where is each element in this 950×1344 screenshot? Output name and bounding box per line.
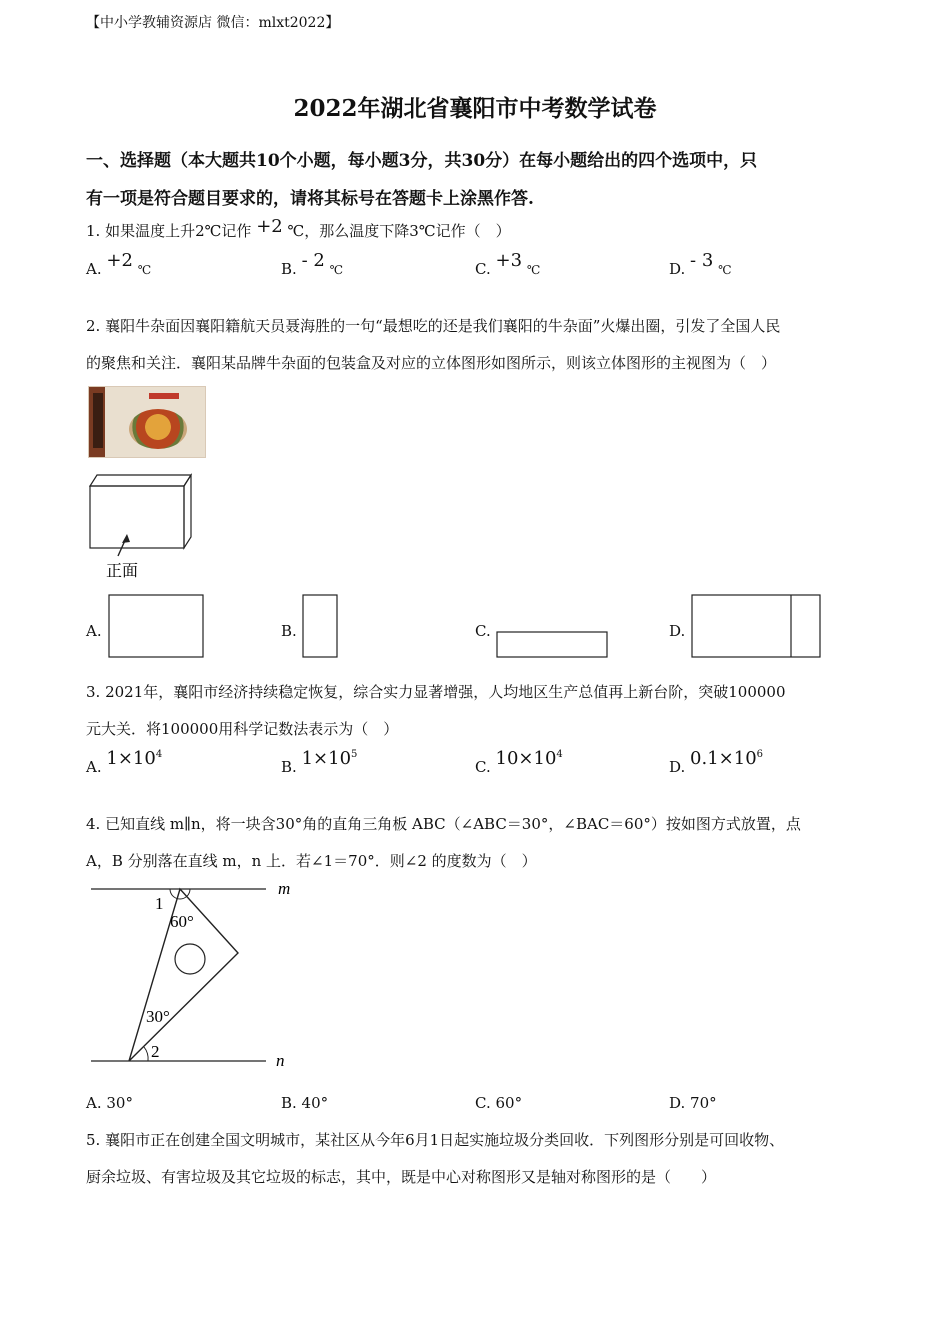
cuboid-top-face — [90, 475, 191, 486]
q2-option-b-label: B. — [281, 622, 297, 640]
option-a-rect — [109, 595, 203, 657]
package-sign-graphic — [93, 393, 103, 448]
page-title: 2022年湖北省襄阳市中考数学试卷 — [293, 95, 657, 122]
q1-text-a: 1. 如果温度上升2℃记作 — [86, 222, 252, 240]
label-angle-2: 2 — [151, 1042, 160, 1061]
q4-line1: 4. 已知直线 m∥n，将一块含30°角的直角三角板 ABC（∠ABC＝30°，∠BAC＝60°）按如图方式放置，点 — [86, 815, 801, 833]
q4-line2: A，B 分别落在直线 m，n 上．若∠1＝70°．则∠2 的度数为（ ） — [86, 852, 537, 870]
label-60: 60° — [170, 912, 194, 931]
q1-option-c-unit: ℃ — [526, 263, 541, 277]
section-heading-line2: 有一项是符合题目要求的，请将其标号在答题卡上涂黑作答. — [86, 189, 534, 209]
q1-option-d-value: - 3 — [690, 250, 714, 271]
q3-line2: 元大关．将100000用科学记数法表示为（ ） — [86, 720, 399, 738]
q1-value: +2 — [256, 216, 283, 237]
q2-option-b-figure[interactable] — [302, 594, 340, 660]
q2-line1: 2. 襄阳牛杂面因襄阳籍航天员聂海胜的一句“最想吃的还是我们襄阳的牛杂面”火爆出圈，引发了全国人民 — [86, 317, 781, 335]
q2-option-d-label: D. — [669, 622, 686, 640]
q1-option-a-value: +2 — [106, 250, 133, 271]
q3-option-b-value: $1\times 10^5$ — [301, 748, 358, 769]
q1-option-d-unit: ℃ — [718, 263, 732, 277]
noodle-bowl-graphic — [129, 409, 187, 449]
front-arrow-head — [122, 534, 130, 543]
q1-option-a[interactable] — [86, 250, 152, 279]
q3-option-c-value: $10\times 10^4$ — [495, 748, 563, 769]
q2-option-a-label: A. — [86, 622, 102, 640]
cuboid-front-face — [90, 486, 184, 548]
triangle-hole — [175, 944, 205, 974]
q1-option-a-unit: ℃ — [137, 263, 152, 277]
q2-option-c-label: C. — [475, 622, 491, 640]
q3-option-c[interactable] — [475, 748, 563, 777]
page-header: 【中小学教辅资源店 微信：mlxt2022】 — [86, 15, 340, 31]
option-d-rect — [692, 595, 820, 657]
q1-option-d[interactable] — [669, 250, 732, 279]
q4-option-c[interactable]: C. 60° — [475, 1094, 523, 1112]
q3-option-d-label: D. — [669, 758, 686, 776]
q4-option-a[interactable]: A. 30° — [86, 1094, 133, 1112]
noodle-package-photo — [88, 386, 206, 458]
q4-option-d[interactable]: D. 70° — [669, 1094, 717, 1112]
q2-option-d-figure[interactable] — [691, 594, 823, 660]
q3-option-a[interactable] — [86, 748, 163, 777]
cuboid-side-face — [184, 475, 191, 548]
angle-2-arc — [144, 1047, 148, 1061]
cuboid-figure — [86, 470, 206, 582]
q3-option-a-value: $1\times 10^4$ — [106, 748, 163, 769]
q2-option-a-figure[interactable] — [108, 594, 206, 660]
q5-line1: 5. 襄阳市正在创建全国文明城市，某社区从今年6月1日起实施垃圾分类回收．下列图形分别是可回收物、 — [86, 1131, 785, 1149]
q4-option-b[interactable]: B. 40° — [281, 1094, 329, 1112]
label-30: 30° — [146, 1007, 170, 1026]
q3-option-c-label: C. — [475, 758, 491, 776]
q3-line1: 3. 2021年，襄阳市经济持续稳定恢复，综合实力显著增强，人均地区生产总值再上新台阶，突破100000 — [86, 683, 786, 701]
q1-option-c-label: C. — [475, 260, 491, 278]
q5-line2: 厨余垃圾、有害垃圾及其它垃圾的标志，其中，既是中心对称图形又是轴对称图形的是（ ） — [86, 1168, 717, 1186]
q1-option-c[interactable] — [475, 250, 541, 279]
q1-option-a-label: A. — [86, 260, 102, 278]
option-c-rect — [497, 632, 607, 657]
label-angle-1: 1 — [155, 894, 164, 913]
q3-option-b[interactable] — [281, 748, 358, 777]
option-b-rect — [303, 595, 337, 657]
q1-option-b-unit: ℃ — [329, 263, 344, 277]
package-text-graphic — [149, 393, 179, 399]
q1-text-b: ℃，那么温度下降3℃记作（ ） — [287, 222, 511, 240]
front-label: 正面 — [106, 563, 139, 580]
q2-option-c-figure[interactable] — [496, 630, 610, 660]
label-n: n — [276, 1051, 285, 1070]
q3-option-b-label: B. — [281, 758, 297, 776]
section-heading-line1: 一、选择题（本大题共10个小题，每小题3分，共30分）在每小题给出的四个选项中，只 — [86, 151, 758, 171]
question-1 — [86, 216, 511, 241]
q1-option-b-value: - 2 — [301, 250, 325, 271]
q1-option-d-label: D. — [669, 260, 686, 278]
q3-option-d-value: $0.1\times 10^6$ — [690, 748, 764, 769]
q2-line2: 的聚焦和关注．襄阳某品牌牛杂面的包装盒及对应的立体图形如图所示，则该立体图形的主视图为（ ） — [86, 354, 777, 372]
q1-option-b-label: B. — [281, 260, 297, 278]
q1-option-b[interactable] — [281, 250, 344, 279]
q3-option-d[interactable] — [669, 748, 764, 777]
q1-option-c-value: +3 — [495, 250, 523, 271]
q3-option-a-label: A. — [86, 758, 102, 776]
triangle-lines-figure — [86, 875, 306, 1075]
label-m: m — [278, 879, 291, 898]
